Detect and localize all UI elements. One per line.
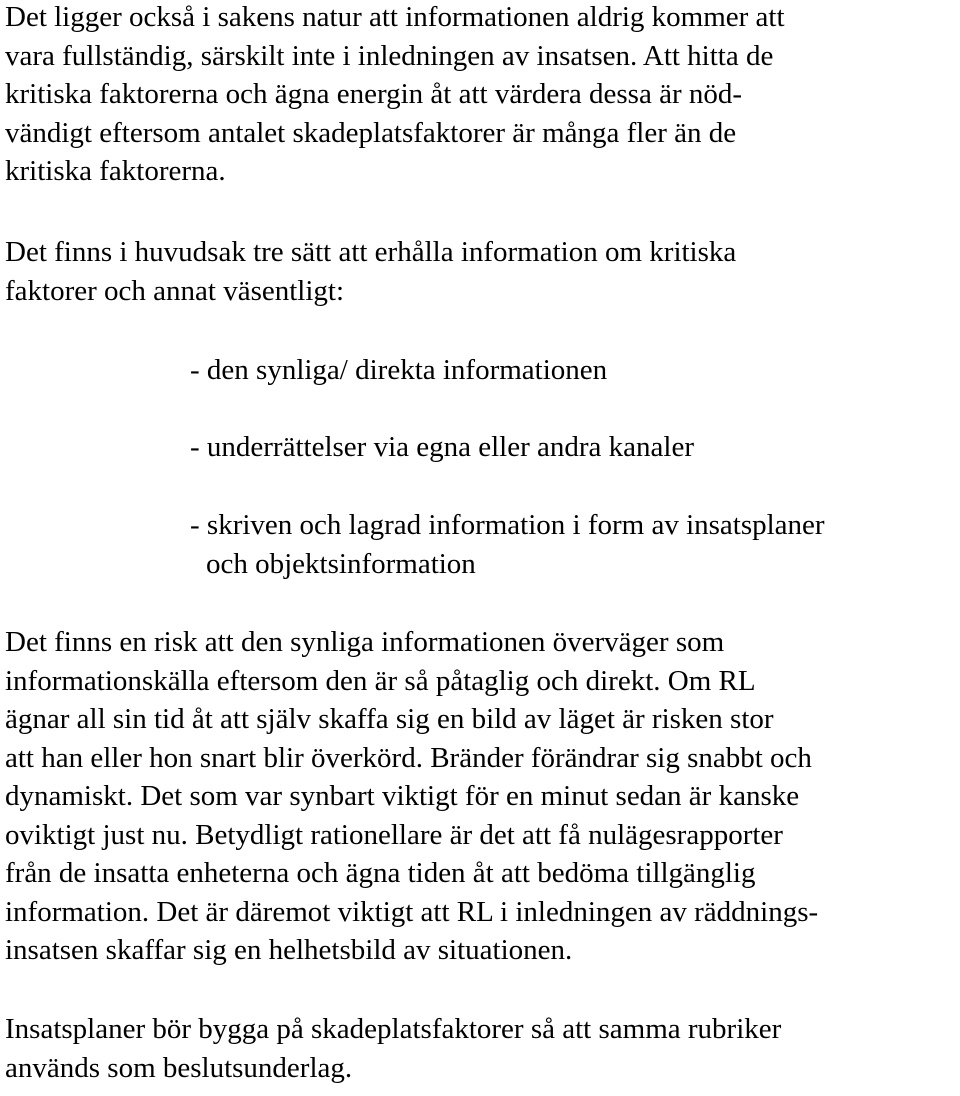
paragraph-incomplete-information: [5, 0, 955, 191]
text-line: Det finns en risk att den synliga informationen överväger som: [5, 626, 725, 658]
text-line: kritiska faktorerna och ägna energin åt att värdera dessa är nöd-: [5, 78, 743, 110]
text-line: kritiska faktorerna.: [5, 155, 226, 187]
list-item: [190, 506, 825, 583]
text-line: dynamiskt. Det som var synbart viktigt för en minut sedan är kanske: [5, 780, 800, 812]
text-line: informationskälla eftersom den är så påtaglig och direkt. Om RL: [5, 664, 756, 697]
text-line: vara fullständig, särskilt inte i inledningen av insatsen. Att hitta de: [5, 39, 774, 72]
text-line: Det ligger också i sakens natur att informationen aldrig kommer att: [5, 1, 785, 33]
paragraph-three-ways: [5, 233, 955, 310]
paragraph-visible-information-risk: [5, 623, 957, 970]
list-item: [190, 351, 607, 390]
text-line: används som beslutsunderlag.: [5, 1051, 353, 1084]
list-item-text: - skriven och lagrad information i form av insatsplaner: [190, 509, 825, 541]
paragraph-insatsplaner: [5, 1010, 955, 1087]
list-item: [190, 428, 694, 467]
text-line: faktorer och annat väsentligt:: [5, 274, 345, 307]
list-item-text: - den synliga/ direkta informationen: [190, 354, 608, 386]
text-line: från de insatta enheterna och ägna tiden åt att bedöma tillgänglig: [5, 857, 756, 889]
text-line: vändigt eftersom antalet skadeplatsfaktorer är många fler än de: [5, 116, 737, 149]
list-item-text-continued: och objektsinformation: [206, 547, 476, 580]
text-line: information. Det är däremot viktigt att RL i inledningen av räddnings-: [5, 895, 819, 928]
text-line: att han eller hon snart blir överkörd. Bränder förändrar sig snabbt och: [5, 741, 812, 774]
text-line: Insatsplaner bör bygga på skadeplatsfaktorer så att samma rubriker: [5, 1013, 782, 1045]
list-item-text: - underrättelser via egna eller andra kanaler: [190, 431, 694, 463]
text-line: oviktigt just nu. Betydligt rationellare är det att få nulägesrapporter: [5, 818, 783, 851]
text-line: insatsen skaffar sig en helhetsbild av situationen.: [5, 934, 573, 966]
text-line: Det finns i huvudsak tre sätt att erhålla information om kritiska: [5, 236, 737, 268]
text-line: ägnar all sin tid åt att själv skaffa sig en bild av läget är risken stor: [5, 703, 774, 735]
